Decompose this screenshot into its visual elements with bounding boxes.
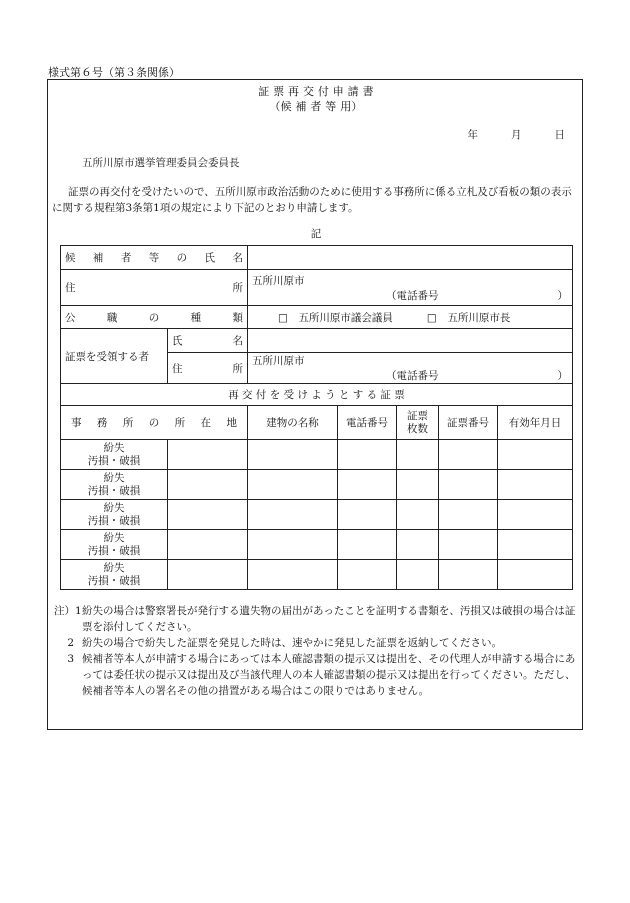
note-number: 注）1 bbox=[54, 605, 82, 617]
row-input-cell[interactable] bbox=[498, 530, 573, 560]
checkbox-city-council[interactable]: □ 五所川原市議会議員 bbox=[278, 311, 393, 324]
col-office-location-char: 事 bbox=[71, 417, 82, 429]
loss-damage-line2: 汚損・破損 bbox=[87, 484, 141, 497]
col-office-location-char: 所 bbox=[174, 417, 186, 429]
loss-damage-cell[interactable] bbox=[61, 470, 168, 500]
receiver-address-label-char: 所 bbox=[232, 362, 243, 375]
row-input-cell[interactable] bbox=[439, 560, 498, 590]
receiver-phone-close: ） bbox=[557, 370, 569, 382]
address-label-char: 住 bbox=[65, 282, 76, 294]
date-month: 月 bbox=[511, 129, 522, 141]
receiver-name-field[interactable] bbox=[248, 329, 573, 353]
row-input-cell[interactable] bbox=[397, 530, 439, 560]
candidate-name-label-char: 名 bbox=[232, 252, 243, 264]
address-value: 五所川原市 bbox=[252, 274, 305, 287]
col-office-location bbox=[61, 406, 248, 440]
col-office-location-char: 在 bbox=[200, 417, 212, 429]
form-subtitle: （候 補 者 等 用） bbox=[269, 100, 363, 113]
table-row bbox=[61, 500, 573, 530]
date-year: 年 bbox=[467, 129, 478, 141]
row-input-cell[interactable] bbox=[498, 500, 573, 530]
note-text: 紛失の場合は警察署長が発行する遺失物の届出があったことを証明する書類を、汚損又は破損の場合は証票を添付してください。 bbox=[82, 605, 576, 633]
form-number-label: 様式第６号（第３条関係） bbox=[48, 66, 180, 79]
row-input-cell[interactable] bbox=[498, 560, 573, 590]
note-item bbox=[54, 651, 579, 699]
office-type-label bbox=[61, 306, 248, 329]
col-expiry: 有効年月日 bbox=[498, 406, 573, 440]
table-row bbox=[61, 530, 573, 560]
checkbox-mayor[interactable]: □ 五所川原市長 bbox=[426, 311, 511, 324]
loss-damage-cell[interactable] bbox=[61, 560, 168, 590]
row-input-cell[interactable] bbox=[439, 500, 498, 530]
date-line[interactable] bbox=[468, 127, 566, 142]
body-text bbox=[52, 184, 578, 216]
col-cert-count-line1: 証票 bbox=[407, 409, 428, 422]
note-item bbox=[54, 603, 579, 635]
note-text: 紛失の場合で紛失した証票を発見した時は、速やかに発見した証票を返納してください。 bbox=[82, 637, 502, 649]
row-input-cell[interactable] bbox=[248, 500, 338, 530]
application-form bbox=[47, 79, 583, 730]
office-type-label-char: 類 bbox=[232, 311, 243, 324]
loss-damage-line1: 紛失 bbox=[103, 531, 125, 544]
row-input-cell[interactable] bbox=[168, 470, 248, 500]
office-type-options bbox=[248, 306, 573, 329]
recipient: 五所川原市選挙管理委員会委員長 bbox=[82, 157, 240, 169]
address-field[interactable] bbox=[248, 270, 573, 306]
receiver-address-value: 五所川原市 bbox=[252, 355, 305, 367]
candidate-name-field[interactable] bbox=[248, 246, 573, 270]
loss-damage-cell[interactable] bbox=[61, 530, 168, 560]
office-type-label-char: の bbox=[148, 311, 160, 324]
candidate-name-label-char: 補 bbox=[92, 252, 104, 264]
table-row bbox=[61, 440, 573, 470]
row-input-cell[interactable] bbox=[439, 470, 498, 500]
receiver-address-field[interactable] bbox=[248, 353, 573, 384]
receiver-name-label bbox=[168, 329, 248, 353]
candidate-name-label-char: の bbox=[176, 252, 188, 264]
receiver-phone-label: （電話番号 bbox=[386, 370, 439, 382]
body-paragraph: 証票の再交付を受けたいので、五所川原市政治活動のために使用する事務所に係る立札及び看板の類の表示に関する規程第3条第1項の規定により下記のとおり申請します。 bbox=[52, 186, 572, 214]
candidate-name-label-char: 候 bbox=[65, 252, 76, 264]
note-text: 候補者等本人が申請する場合にあっては本人確認書類の提示又は提出を、その代理人が申請する場合にあっては委任状の提示又は提出及び当該代理人の本人確認書類の提示又は提出を行ってください。ただし、候補者等本人の署名その他の措置がある場合はこの限りではありません。 bbox=[82, 653, 576, 697]
col-office-location-char: の bbox=[148, 417, 160, 429]
row-input-cell[interactable] bbox=[397, 500, 439, 530]
row-input-cell[interactable] bbox=[439, 440, 498, 470]
address-label bbox=[61, 270, 248, 306]
row-input-cell[interactable] bbox=[168, 530, 248, 560]
row-input-cell[interactable] bbox=[397, 470, 439, 500]
row-input-cell[interactable] bbox=[248, 560, 338, 590]
receiver-address-label bbox=[168, 353, 248, 384]
loss-damage-line1: 紛失 bbox=[103, 501, 125, 514]
address-label-char: 所 bbox=[232, 282, 243, 294]
form-title: 証 票 再 交 付 申 請 書 bbox=[258, 85, 374, 98]
ki-heading: 記 bbox=[310, 228, 322, 240]
row-input-cell[interactable] bbox=[168, 500, 248, 530]
row-input-cell[interactable] bbox=[498, 470, 573, 500]
table-row bbox=[61, 560, 573, 590]
candidate-name-label-char: 氏 bbox=[204, 252, 216, 264]
row-input-cell[interactable] bbox=[168, 440, 248, 470]
loss-damage-cell[interactable] bbox=[61, 500, 168, 530]
col-phone: 電話番号 bbox=[338, 406, 397, 440]
loss-damage-line2: 汚損・破損 bbox=[87, 574, 141, 587]
col-office-location-char: 地 bbox=[226, 417, 237, 429]
receiver-label: 証票を受領する者 bbox=[61, 329, 168, 384]
col-cert-count bbox=[397, 406, 439, 440]
col-office-location-char: 務 bbox=[96, 417, 108, 429]
receiver-name-label-char: 名 bbox=[232, 335, 243, 347]
col-office-location-char: 所 bbox=[122, 417, 134, 429]
row-input-cell[interactable] bbox=[338, 470, 397, 500]
row-input-cell[interactable] bbox=[248, 470, 338, 500]
phone-close: ） bbox=[557, 289, 569, 302]
col-cert-number: 証票番号 bbox=[439, 406, 498, 440]
office-type-label-char: 職 bbox=[106, 311, 118, 324]
loss-damage-line1: 紛失 bbox=[103, 561, 125, 574]
office-type-label-char: 公 bbox=[65, 311, 76, 324]
row-input-cell[interactable] bbox=[338, 560, 397, 590]
loss-damage-line2: 汚損・破損 bbox=[87, 514, 141, 527]
office-type-label-char: 種 bbox=[190, 311, 202, 324]
row-input-cell[interactable] bbox=[248, 530, 338, 560]
col-cert-count-line2: 枚数 bbox=[407, 422, 428, 435]
receiver-address-label-char: 住 bbox=[172, 362, 183, 375]
loss-damage-line2: 汚損・破損 bbox=[87, 454, 141, 467]
note-item bbox=[54, 635, 579, 651]
row-input-cell[interactable] bbox=[338, 500, 397, 530]
application-table bbox=[60, 245, 573, 590]
notes bbox=[54, 603, 579, 699]
row-input-cell[interactable] bbox=[439, 530, 498, 560]
row-input-cell[interactable] bbox=[397, 440, 439, 470]
row-input-cell[interactable] bbox=[498, 440, 573, 470]
candidate-name-label-char: 等 bbox=[148, 252, 160, 264]
reissue-header: 再 交 付 を 受 け よ う と す る 証 票 bbox=[61, 384, 573, 406]
date-day: 日 bbox=[554, 129, 565, 141]
candidate-name-label-char: 者 bbox=[120, 252, 132, 264]
phone-label: （電話番号 bbox=[386, 289, 439, 302]
loss-damage-line1: 紛失 bbox=[103, 471, 125, 484]
receiver-name-label-char: 氏 bbox=[172, 335, 183, 347]
note-number: 2 bbox=[67, 637, 74, 649]
candidate-name-label bbox=[61, 246, 248, 270]
table-row bbox=[61, 470, 573, 500]
row-input-cell[interactable] bbox=[338, 440, 397, 470]
loss-damage-line2: 汚損・破損 bbox=[87, 544, 141, 557]
row-input-cell[interactable] bbox=[168, 560, 248, 590]
note-number: 3 bbox=[67, 653, 74, 665]
loss-damage-line1: 紛失 bbox=[103, 441, 125, 454]
row-input-cell[interactable] bbox=[338, 530, 397, 560]
row-input-cell[interactable] bbox=[248, 440, 338, 470]
row-input-cell[interactable] bbox=[397, 560, 439, 590]
col-building-name: 建物の名称 bbox=[248, 406, 338, 440]
loss-damage-cell[interactable] bbox=[61, 440, 168, 470]
